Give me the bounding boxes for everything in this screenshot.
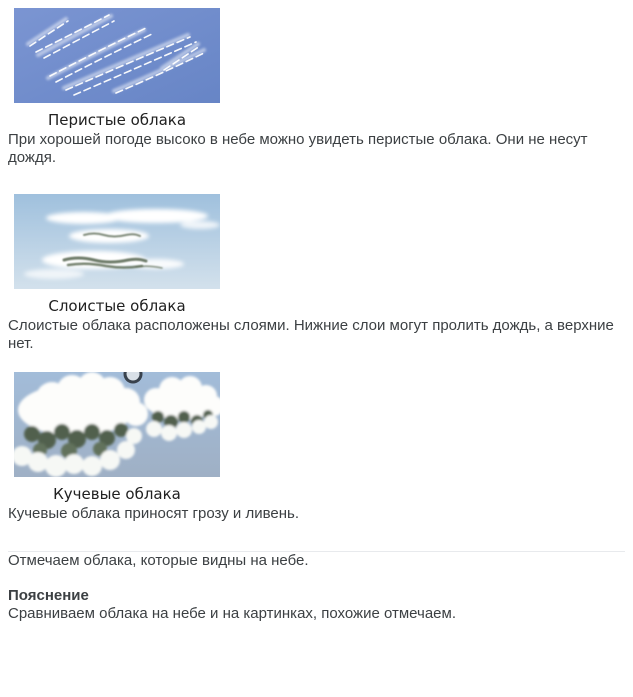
cumulus-description: Кучевые облака приносят грозу и ливень. bbox=[8, 505, 299, 522]
stratus-caption: Слоистые облака bbox=[48, 297, 186, 315]
stratus-figure bbox=[14, 194, 220, 317]
cirrus-caption: Перистые облака bbox=[47, 111, 187, 129]
explanation-text: Сравниваем облака на небе и на картинках, похожие отмечаем. bbox=[8, 605, 456, 622]
cumulus-figure bbox=[14, 372, 220, 505]
cumulus-clouds-image bbox=[14, 372, 220, 477]
cirrus-description: При хорошей погоде высоко в небе можно увидеть перистые облака. Они не несут дождя. bbox=[8, 131, 588, 166]
cirrus-clouds-image bbox=[14, 8, 220, 103]
explanation-heading: Пояснение bbox=[8, 587, 89, 604]
cirrus-figure bbox=[14, 8, 220, 131]
task-note: Отмечаем облака, которые видны на небе. bbox=[8, 552, 309, 569]
stratus-clouds-image bbox=[14, 194, 220, 289]
stratus-description: Слоистые облака расположены слоями. Нижние слои могут пролить дождь, а верхние нет. bbox=[8, 317, 614, 352]
balloon-circle bbox=[125, 372, 141, 382]
cumulus-caption: Кучевые облака bbox=[53, 485, 181, 503]
